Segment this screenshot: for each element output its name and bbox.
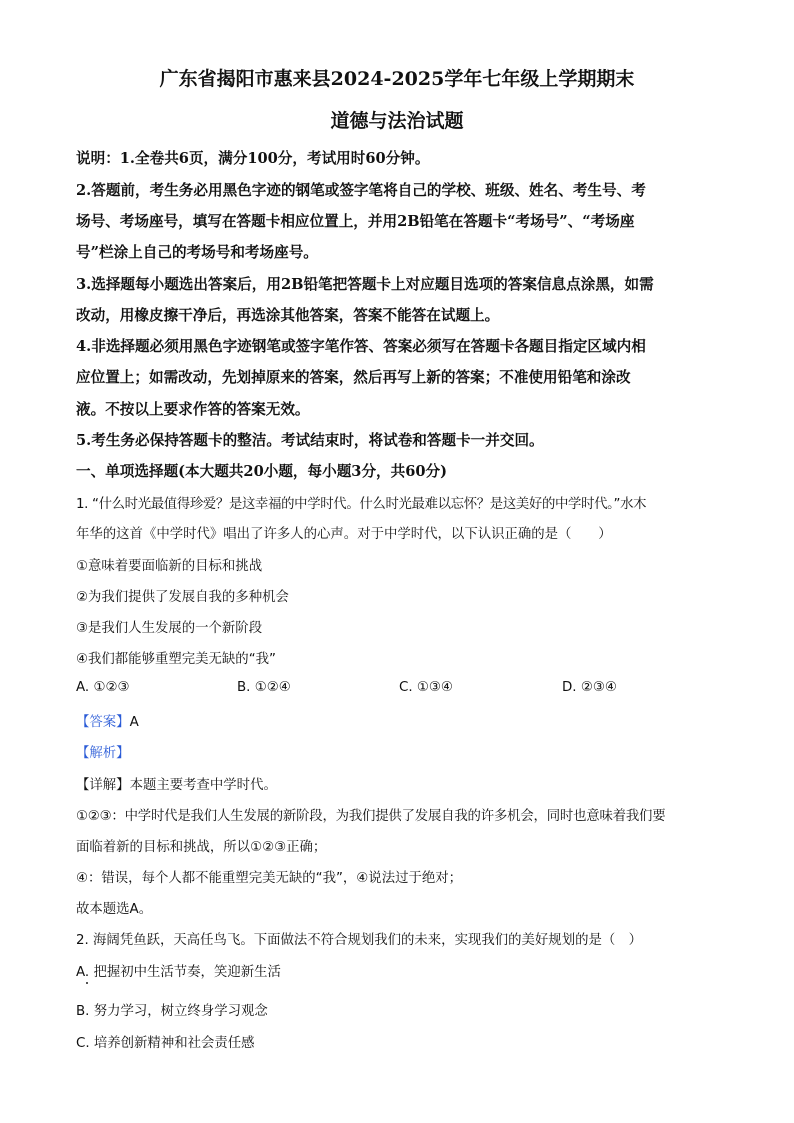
q1-option-b: B. ①②④ [237, 680, 291, 695]
q1-option-a: A. ①②③ [76, 680, 130, 695]
detail-tag: 【详解】 [76, 778, 130, 793]
answer-tag: 【答案】 [76, 715, 130, 730]
exam-title-line2: 道德与法治试题 [330, 110, 464, 132]
instruction-line-1: 说明：1.全卷共6页，满分100分，考试用时60分钟。 [76, 150, 430, 167]
instruction-line-7: 4.非选择题必须用黑色字迹钢笔或签字笔作答、答案必须写在答题卡各题目指定区域内相 [76, 338, 646, 355]
q1-stem-line-2: 年华的这首《中学时代》唱出了许多人的心声。对于中学时代，以下认识正确的是（ ） [76, 527, 612, 542]
q1-item-2: ②为我们提供了发展自我的多种机会 [76, 590, 289, 605]
exam-title-line1: 广东省揭阳市惠来县2024-2025学年七年级上学期期末 [159, 68, 635, 90]
stray-dot [86, 982, 88, 984]
q1-option-d: D. ②③④ [562, 680, 617, 695]
q2-option-a: A. 把握初中生活节奏，笑迎新生活 [76, 965, 281, 980]
instruction-line-4: 号”栏涂上自己的考场号和考场座号。 [76, 244, 318, 261]
q1-answer [76, 711, 139, 730]
analysis-tag: 【解析】 [76, 746, 130, 761]
q1-explanation-line-3: ④：错误，每个人都不能重塑完美无缺的“我”，④说法过于绝对； [76, 871, 463, 886]
q1-detail [76, 774, 277, 793]
instruction-line-10: 5.考生务必保持答题卡的整洁。考试结束时，将试卷和答题卡一并交回。 [76, 432, 544, 449]
q1-explanation-line-4: 故本题选A。 [76, 902, 153, 917]
q1-stem-line-1: 1. “什么时光最值得珍爱？是这幸福的中学时代。什么时光最难以忘怀？是这美好的中学时代。”水木 [76, 497, 647, 512]
q1-item-4: ④我们都能够重塑完美无缺的“我” [76, 652, 276, 667]
q1-explanation-line-1: ①②③：中学时代是我们人生发展的新阶段，为我们提供了发展自我的许多机会，同时也意味着我们要 [76, 809, 666, 824]
q1-item-1: ①意味着要面临新的目标和挑战 [76, 559, 263, 574]
q1-option-c: C. ①③④ [399, 680, 453, 695]
q1-item-3: ③是我们人生发展的一个新阶段 [76, 621, 263, 636]
instruction-line-8: 应位置上；如需改动，先划掉原来的答案，然后再写上新的答案；不准使用铅笔和涂改 [76, 369, 631, 386]
answer-value: A [129, 715, 139, 730]
q2-option-c: C. 培养创新精神和社会责任感 [76, 1036, 255, 1051]
q2-stem: 2. 海阔凭鱼跃，天高任鸟飞。下面做法不符合规划我们的未来，实现我们的美好规划的是（ ） [76, 933, 643, 948]
instruction-line-9: 液。不按以上要求作答的答案无效。 [76, 401, 310, 418]
q1-analysis [76, 742, 130, 761]
detail-text: 本题主要考查中学时代。 [129, 778, 277, 793]
instruction-line-5: 3.选择题每小题选出答案后，用2B铅笔把答题卡上对应题目选项的答案信息点涂黑，如需 [76, 276, 654, 293]
q2-option-b: B. 努力学习，树立终身学习观念 [76, 1004, 268, 1019]
instruction-line-6: 改动，用橡皮擦干净后，再选涂其他答案，答案不能答在试题上。 [76, 307, 500, 324]
q1-explanation-line-2: 面临着新的目标和挑战，所以①②③正确； [76, 840, 327, 855]
instruction-line-2: 2.答题前，考生务必用黑色字迹的钢笔或签字笔将自己的学校、班级、姓名、考生号、考 [76, 182, 646, 199]
section-heading: 一、单项选择题(本大题共20小题，每小题3分，共60分) [76, 463, 448, 480]
instruction-line-3: 场号、考场座号，填写在答题卡相应位置上，并用2B铅笔在答题卡“考场号”、“考场座 [76, 213, 635, 230]
